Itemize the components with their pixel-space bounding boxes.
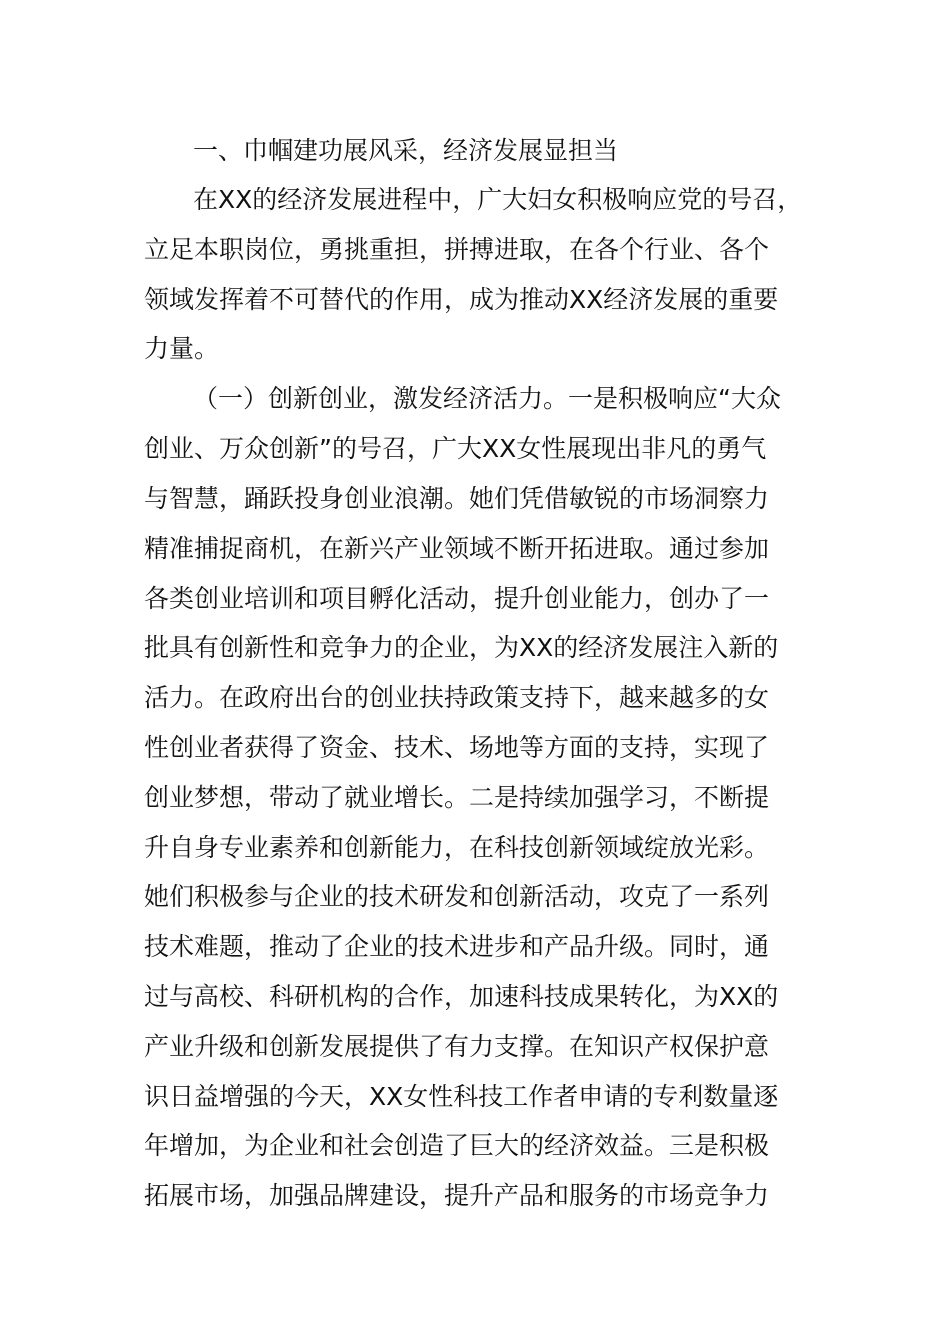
paragraph-line: 与智慧，踊跃投身创业浪潮。她们凭借敏锐的市场洞察力 [144, 484, 770, 513]
paragraph-line: 力量。 [144, 334, 220, 363]
paragraph-line: 识日益增强的今天，XX女性科技工作者申请的专利数量逐 [144, 1082, 779, 1111]
paragraph-line: 立足本职岗位，勇挑重担，拼搏进取，在各个行业、各个 [144, 235, 770, 264]
paragraph-line: 升自身专业素养和创新能力，在科技创新领域绽放光彩。 [144, 833, 770, 862]
paragraph-line: 拓展市场，加强品牌建设，提升产品和服务的市场竞争力 [144, 1181, 770, 1210]
paragraph-line: 各类创业培训和项目孵化活动，提升创业能力，创办了一 [144, 584, 770, 613]
paragraph-line: 精准捕捉商机，在新兴产业领域不断开拓进取。通过参加 [144, 534, 770, 563]
paragraph-line: 在XX的经济发展进程中，广大妇女积极响应党的号召， [193, 185, 803, 214]
paragraph-line: 性创业者获得了资金、技术、场地等方面的支持，实现了 [144, 733, 770, 762]
paragraph-line: 创业、万众创新”的号召，广大XX女性展现出非凡的勇气 [144, 434, 767, 463]
paragraph-line: 产业升级和创新发展提供了有力支撑。在知识产权保护意 [144, 1032, 770, 1061]
paragraph-line: 创业梦想，带动了就业增长。二是持续加强学习，不断提 [144, 783, 770, 812]
paragraph-line: （一）创新创业，激发经济活力。一是积极响应“大众 [193, 384, 781, 413]
paragraph-line: 年增加，为企业和社会创造了巨大的经济效益。三是积极 [144, 1131, 770, 1160]
section-heading: 一、巾帼建功展风采，经济发展显担当 [193, 136, 619, 165]
paragraph-line: 活力。在政府出台的创业扶持政策支持下，越来越多的女 [144, 683, 770, 712]
paragraph-line: 领域发挥着不可替代的作用，成为推动XX经济发展的重要 [144, 285, 779, 314]
paragraph-line: 批具有创新性和竞争力的企业，为XX的经济发展注入新的 [144, 633, 779, 662]
paragraph-line: 她们积极参与企业的技术研发和创新活动，攻克了一系列 [144, 882, 770, 911]
paragraph-line: 技术难题，推动了企业的技术进步和产品升级。同时，通 [144, 932, 770, 961]
paragraph-line: 过与高校、科研机构的合作，加速科技成果转化，为XX的 [144, 982, 779, 1011]
